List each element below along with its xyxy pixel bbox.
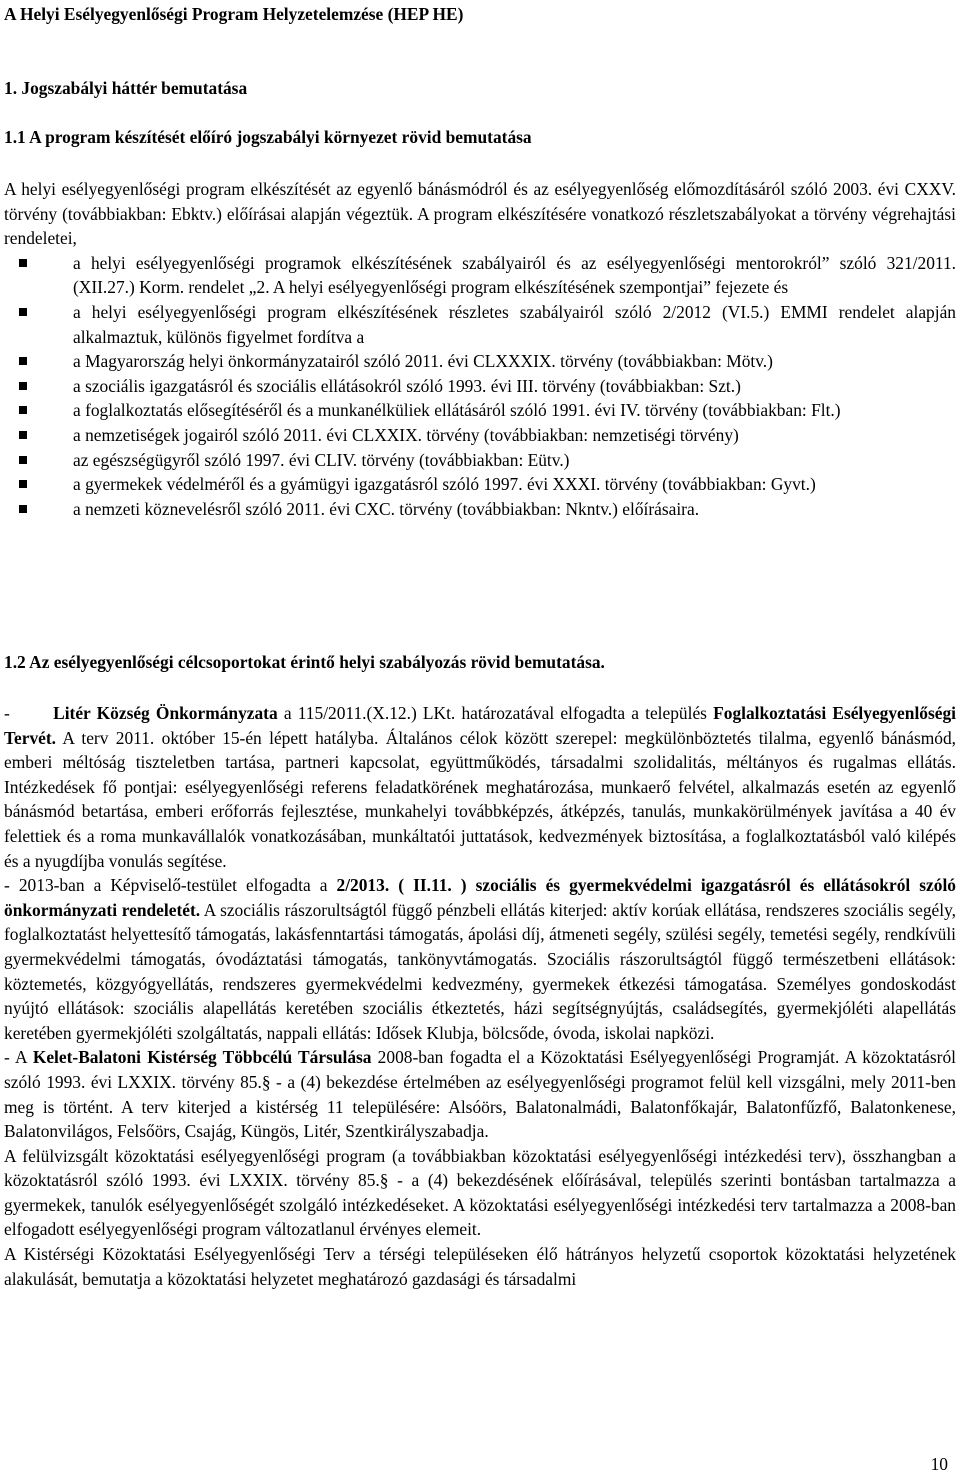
list-item: a Magyarország helyi önkormányzatairól szóló 2011. évi CLXXXIX. törvény (továbbiakban: Mötv.)	[4, 349, 956, 374]
square-bullet-icon	[19, 431, 27, 439]
list-item: a helyi esélyegyenlőségi program elkészítésének részletes szabályairól szóló 2/2012 (VI.5.) EMMI rendelet alapján alkalmaztuk, különös figyelmet fordítva a	[4, 300, 956, 349]
section-heading-1-2	[4, 650, 605, 675]
list-item: a nemzetiségek jogairól szóló 2011. évi CLXXIX. törvény (továbbiakban: nemzetiségi törvény)	[4, 423, 956, 448]
paragraph-plan: A Kistérségi Közoktatási Esélyegyenlőségi Terv a térségi településeken élő hátrányos helyzetű csoportok közoktatási helyzetének alakulását, bemutatja a közoktatási helyzetet meghatározó gazdasági és társadalmi	[4, 1244, 956, 1289]
paragraph-social-decree: - 2013-ban a Képviselő-testület elfogadta a 2/2013. ( II.11. ) szociális és gyermekvédelmi igazgatásról és ellátásokról szóló önkormányzati rendeletét. A szociális rászorultságtól függő pénzbeli ellátás kiterjed: aktív korúak ellátása, rendszeres szociális segély, foglalkoztatást helyettesítő támogatás, lakásfenntartási támogatás, ápolási díj, átmeneti segély, szülési segély, temetési segély, rendkívüli gyermekvédelmi támogatás, óvodáztatási támogatás, tankönyvtámogatás. Szociális rászorultságtól függő természetbeni ellátások: köztemetés, közgyógyellátás, rendszeres gyermekvédelmi kedvezmény, gyermekek étkezési támogatása. Személyes gondoskodást nyújtó ellátások: szociális alapellátás keretében szociális étkeztetés, házi segítségnyújtás, családsegítés, gyermekjóléti alapellátás keretében gyermekjóléti szolgáltatás, nappali ellátás: Idősek Klubja, bölcsőde, óvoda, iskolai napközi.	[4, 875, 956, 1043]
square-bullet-icon	[19, 406, 27, 414]
list-item: a szociális igazgatásról és szociális ellátásokról szóló 1993. évi III. törvény (továbbiakban: Szt.)	[4, 374, 956, 399]
square-bullet-icon	[19, 259, 27, 267]
list-item: a nemzeti köznevelésről szóló 2011. évi CXC. törvény (továbbiakban: Nkntv.) előírásaira.	[4, 497, 956, 522]
document-title: A Helyi Esélyegyenlőségi Program Helyzetelemzése (HEP HE)	[4, 4, 464, 24]
local-regulation-section	[4, 701, 956, 1291]
paragraph-review: A felülvizsgált közoktatási esélyegyenlőségi program (a továbbiakban közoktatási esélyegyenlőségi intézkedési terv), összhangban a közoktatásról szóló 1993. évi LXXIX. törvény 85.§ - a (4) bekezdésének előírásával, település szerinti bontásban tartalmazza a gyermekek, tanulók esélyegyenlőségét szolgáló intézkedéseket. A közoktatási esélyegyenlőségi intézkedési terv tartalmazza a 2008-ban elfogadott esélyegyenlőségi program változatlanul érvényes elemeit.	[4, 1145, 956, 1240]
square-bullet-icon	[19, 357, 27, 365]
list-item: az egészségügyről szóló 1997. évi CLIV. törvény (továbbiakban: Eütv.)	[4, 448, 956, 473]
paragraph-liter: - Litér Község Önkormányzata a 115/2011.(X.12.) LKt. határozatával elfogadta a település Foglalkoztatási Esélyegyenlőségi Tervét. A terv 2011. október 15-én lépett hatályba. Általános célok között szerepel: megkülönböztetés tilalma, egyenlő bánásmód, emberi méltóság tiszteletben tartása, partneri kapcsolat, együttműködés, társadalmi szolidalitás, méltányos és rugalmas ellátás. Intézkedések fő pontjai: esélyegyenlőségi referens feladatkörének meghatározása, munkaerő felvétel, alkalmazás esetén az egyenlő bánásmód betartása, emberi erőforrás fejlesztése, munkahelyi továbbképzés, átképzés, tanulás, munkakörülmények javítása a 40 év felettiek és a roma munkavállalók vonatkozásában, munkáltatói juttatások, kedvezmények biztosítása, a foglalkoztatásból való kilépés és a nyugdíjba vonulás segítése.	[4, 703, 956, 871]
list-item: a gyermekek védelméről és a gyámügyi igazgatásról szóló 1997. évi XXXI. törvény (továbbiakban: Gyvt.)	[4, 472, 956, 497]
square-bullet-icon	[19, 480, 27, 488]
section-heading-1-1: 1.1 A program készítését előíró jogszabályi környezet rövid bemutatása	[4, 127, 532, 147]
law-list	[4, 251, 956, 522]
page-number: 10	[930, 1454, 948, 1474]
intro-section	[4, 177, 956, 521]
square-bullet-icon	[19, 505, 27, 513]
paragraph-kistérseg: - A Kelet-Balatoni Kistérség Többcélú Társulása 2008-ban fogadta el a Közoktatási Esélyegyenlőségi Programját. A közoktatásról szóló 1993. évi LXXIX. törvény 85.§ - a (4) bekezdése értelmében az esélyegyenlőségi programot felül kell vizsgálni, mely 2011-ben meg is történt. A terv kiterjed a kistérség 11 településére: Alsóörs, Balatonalmádi, Balatonfőkajár, Balatonfűzfő, Balatonkenese, Balatonvilágos, Felsőörs, Csajág, Küngös, Litér, Szentkirályszabadja.	[4, 1047, 956, 1142]
intro-paragraph: A helyi esélyegyenlőségi program elkészítését az egyenlő bánásmódról és az esélyegyenlőség előmozdításáról szóló 2003. évi CXXV. törvény (továbbiakban: Ebktv.) előírásai alapján végeztük. A program elkészítésére vonatkozó részletszabályokat a törvény végrehajtási rendeletei,	[4, 179, 956, 249]
square-bullet-icon	[19, 382, 27, 390]
section-number: 1.2	[4, 652, 26, 672]
section-title: Az esélyegyenlőségi célcsoportokat érintő helyi szabályozás rövid bemutatása.	[29, 652, 605, 672]
list-item: a helyi esélyegyenlőségi programok elkészítésének szabályairól és az esélyegyenlőségi mentorokról” szóló 321/2011. (XII.27.) Korm. rendelet „2. A helyi esélyegyenlőségi program elkészítésének szempontjai” fejezete és	[4, 251, 956, 300]
section-heading-1: 1. Jogszabályi háttér bemutatása	[4, 78, 248, 98]
square-bullet-icon	[19, 456, 27, 464]
square-bullet-icon	[19, 308, 27, 316]
list-item: a foglalkoztatás elősegítéséről és a munkanélküliek ellátásáról szóló 1991. évi IV. törvény (továbbiakban: Flt.)	[4, 398, 956, 423]
